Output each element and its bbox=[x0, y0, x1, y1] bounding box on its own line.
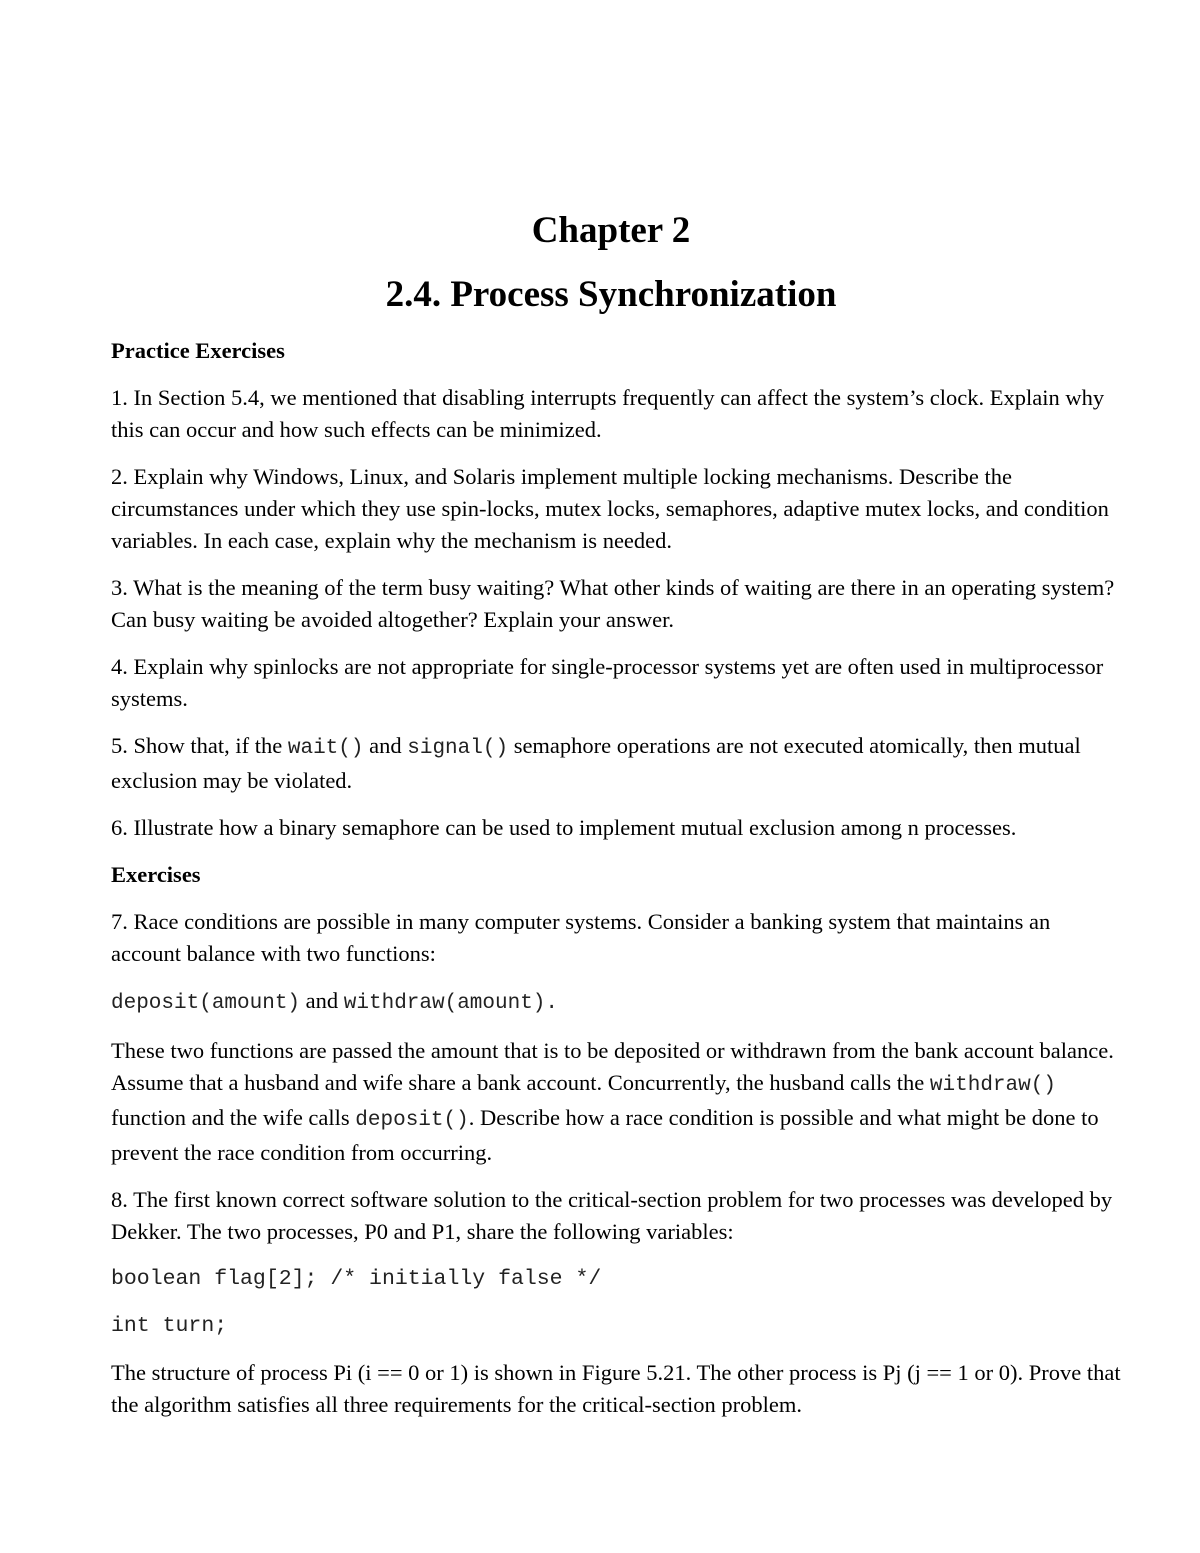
question-7-code-deposit: deposit() bbox=[355, 1109, 469, 1132]
question-7-text-c: . Describe how a race condition is possible and what might be done to prevent the race condition from occurring. bbox=[111, 1105, 1099, 1165]
question-5-code-wait: wait() bbox=[287, 737, 364, 760]
withdraw-function-code: withdraw(amount). bbox=[343, 992, 559, 1015]
question-7-and: and bbox=[300, 988, 344, 1013]
question-5-text-a: 5. Show that, if the bbox=[111, 733, 288, 758]
question-5-text-b: and bbox=[363, 733, 408, 758]
question-1: 1. In Section 5.4, we mentioned that disabling interrupts frequently can affect the system’s clock. Explain why this can occur and how such effects can be minimized. bbox=[111, 385, 1105, 442]
question-6: 6. Illustrate how a binary semaphore can be used to implement mutual exclusion among n processes. bbox=[111, 815, 1017, 840]
flag-declaration-code: boolean flag[2]; /* initially false */ bbox=[111, 1267, 602, 1291]
question-7-intro: 7. Race conditions are possible in many computer systems. Consider a banking system that maintains an account balance with two functions: bbox=[111, 909, 1051, 966]
question-7-text-b: function and the wife calls bbox=[111, 1105, 356, 1130]
question-3: 3. What is the meaning of the term busy waiting? What other kinds of waiting are there in an operating system? Can busy waiting be avoided altogether? Explain your answer. bbox=[111, 575, 1115, 632]
document-body bbox=[111, 335, 1121, 1436]
question-7-code-withdraw: withdraw() bbox=[929, 1074, 1056, 1097]
question-4: 4. Explain why spinlocks are not appropriate for single-processor systems yet are often used in multiprocessor systems. bbox=[111, 654, 1104, 711]
question-8-intro: 8. The first known correct software solution to the critical-section problem for two processes was developed by Dekker. The two processes, P0 and P1, share the following variables: bbox=[111, 1187, 1113, 1244]
practice-exercises-heading: Practice Exercises bbox=[111, 338, 285, 363]
question-2: 2. Explain why Windows, Linux, and Solaris implement multiple locking mechanisms. Describe the circumstances under which they use spin-locks, mutex locks, semaphores, adaptive mutex locks, and condition variables. In each case, explain why the mechanism is needed. bbox=[111, 464, 1109, 553]
question-7-functions bbox=[111, 985, 1121, 1020]
deposit-function-code: deposit(amount) bbox=[111, 992, 301, 1015]
question-7-text-a: These two functions are passed the amount that is to be deposited or withdrawn from the bank account balance. Assume that a husband and wife share a bank account. Concurrently, the husband calls the bbox=[111, 1038, 1114, 1095]
question-5-code-signal: signal() bbox=[407, 737, 509, 760]
chapter-title: Chapter 2 bbox=[531, 210, 691, 251]
section-title: 2.4. Process Synchronization bbox=[385, 274, 837, 315]
turn-declaration-code: int turn; bbox=[111, 1314, 228, 1338]
question-5 bbox=[111, 730, 1121, 797]
question-7-body bbox=[111, 1035, 1121, 1169]
question-5-text-c: semaphore operations are not executed atomically, then mutual exclusion may be violated. bbox=[111, 733, 1081, 793]
exercises-heading: Exercises bbox=[111, 862, 201, 887]
question-8-body: The structure of process Pi (i == 0 or 1) is shown in Figure 5.21. The other process is Pj (j == 1 or 0). Prove that the algorithm satisfies all three requirements for the critical-section problem. bbox=[111, 1360, 1121, 1417]
